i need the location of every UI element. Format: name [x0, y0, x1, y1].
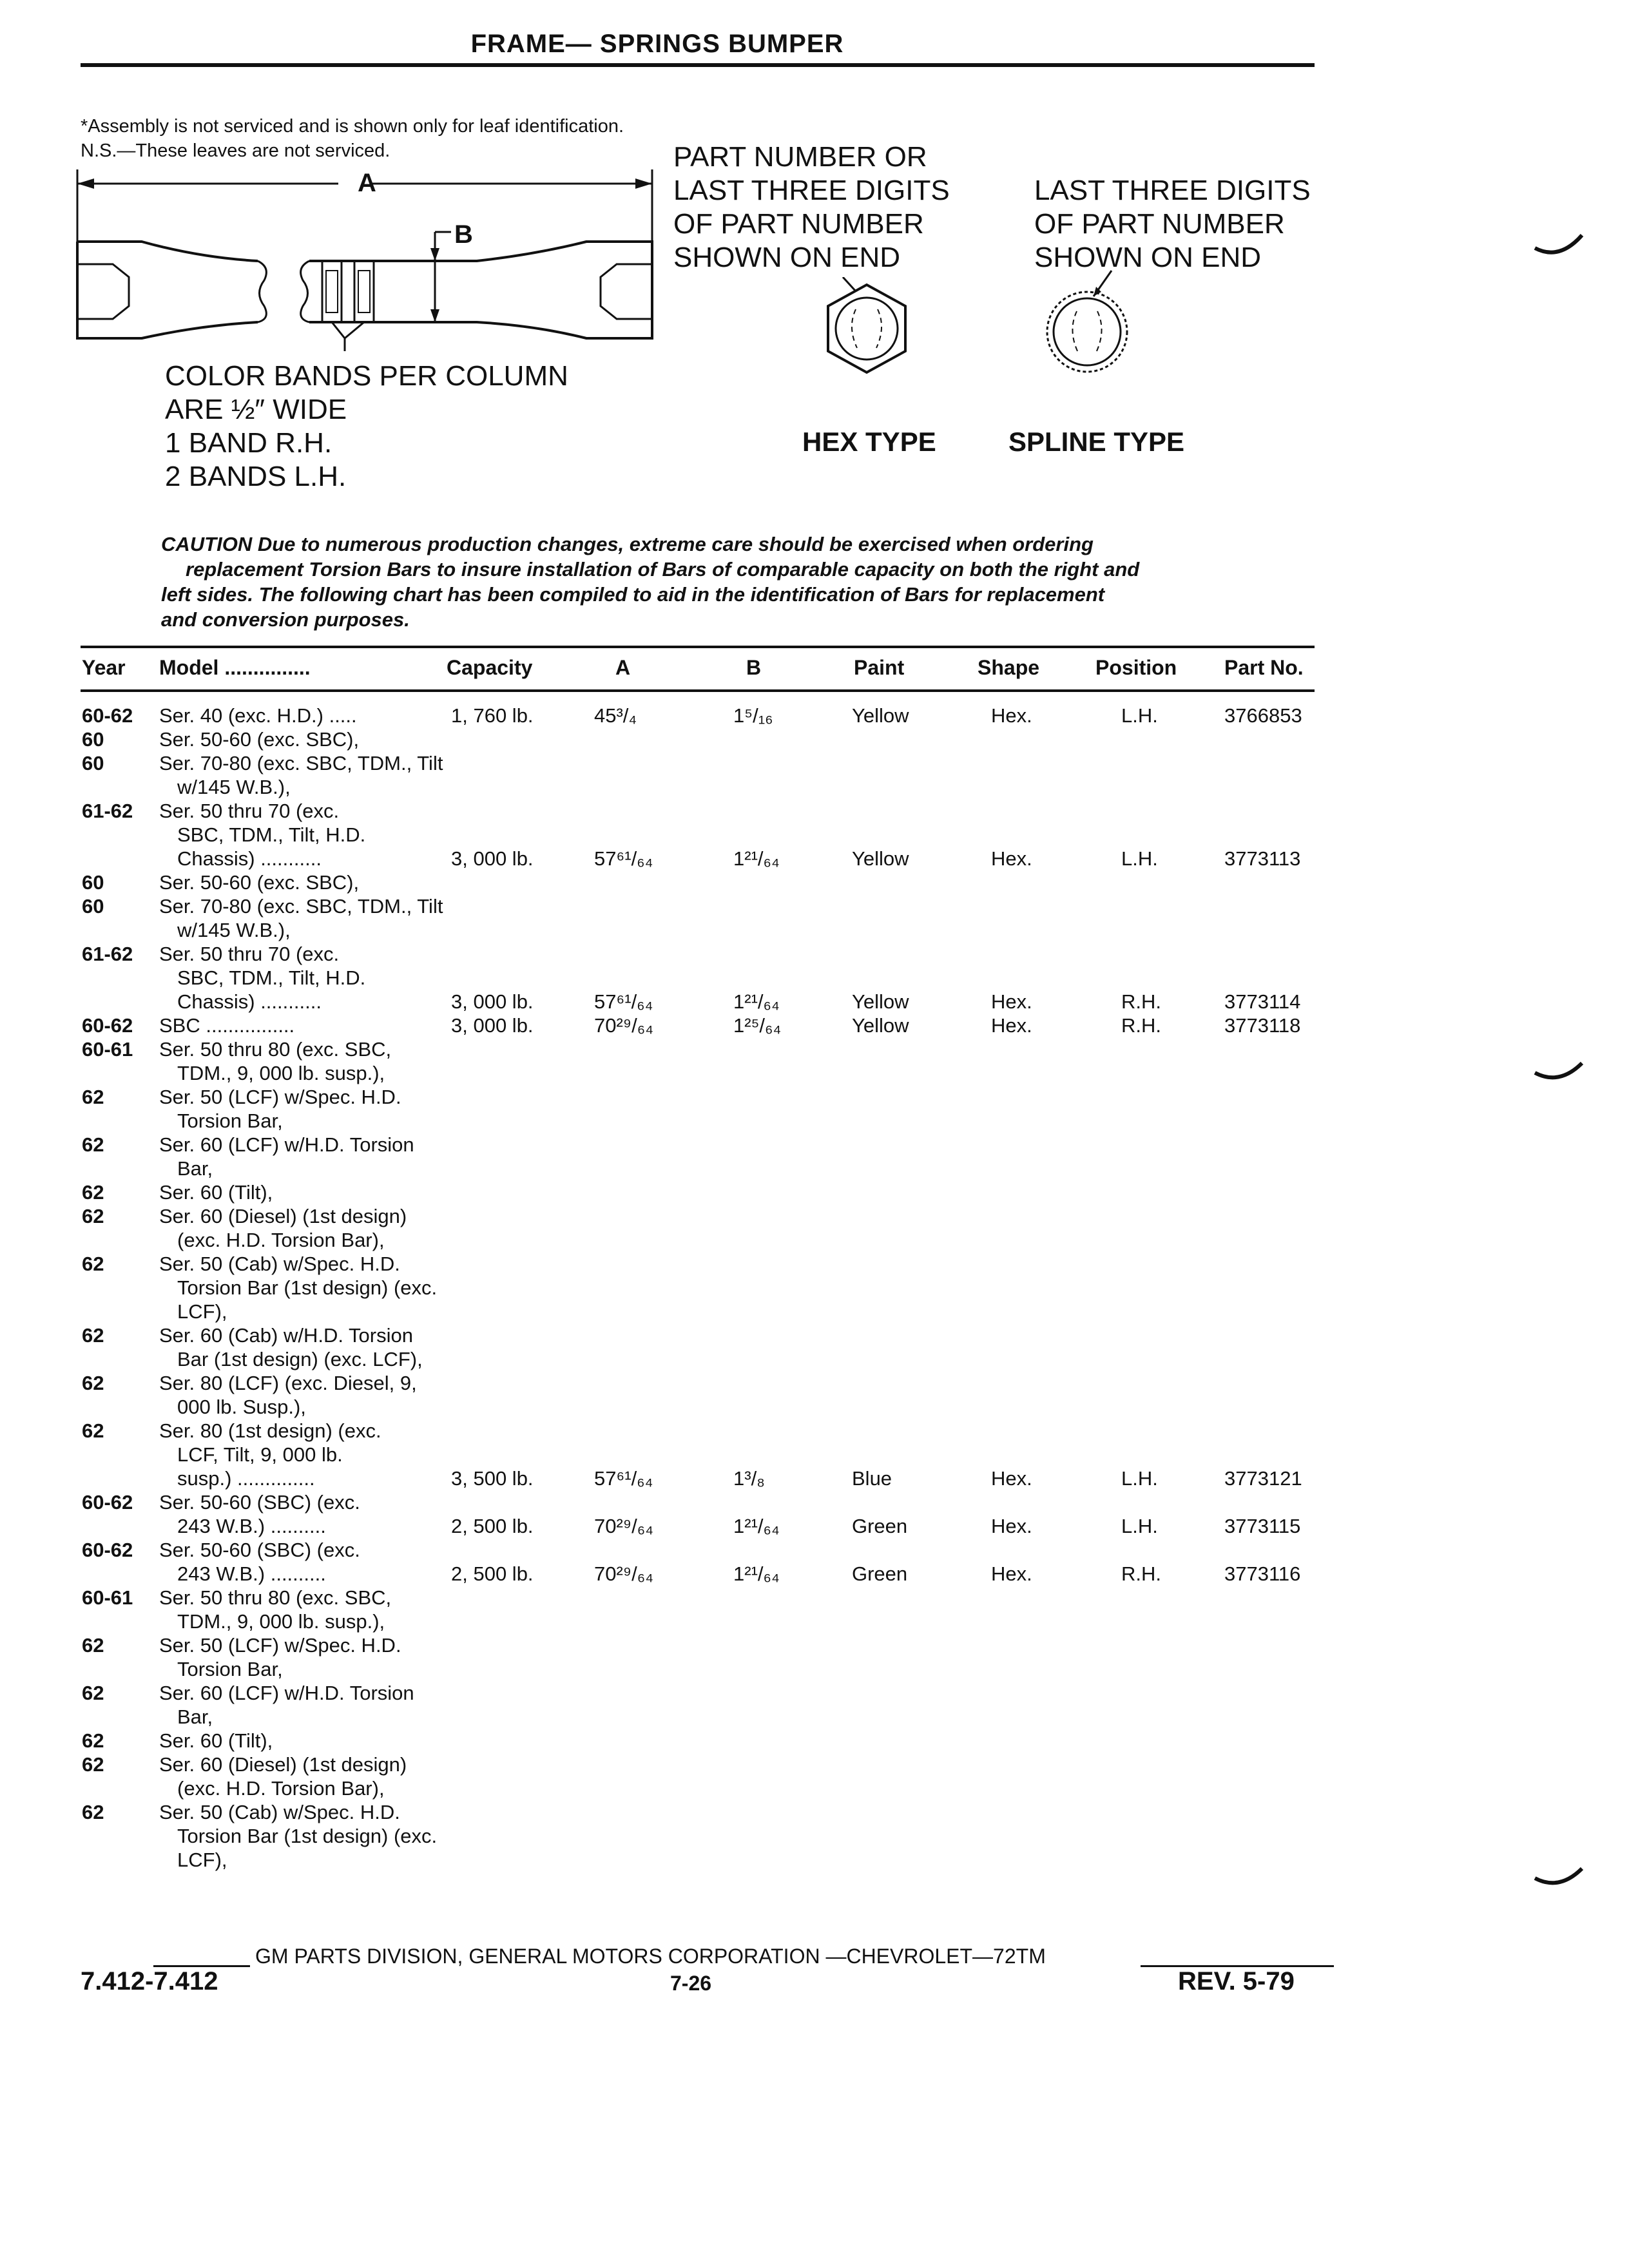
spline-type-label: SPLINE TYPE: [1008, 427, 1185, 457]
cell-shape: Hex.: [991, 1467, 1032, 1490]
cell-model: Ser. 50 (LCF) w/Spec. H.D.: [159, 1634, 401, 1657]
table-row: [0, 1514, 1629, 1538]
cell-part-no: 3773113: [1224, 847, 1301, 870]
col-header-position: Position: [1095, 656, 1177, 679]
cell-year: 62: [82, 1419, 104, 1442]
table-header-rule: [81, 689, 1315, 692]
table-row: [0, 1729, 1629, 1753]
cell-model: Ser. 60 (Cab) w/H.D. Torsion: [159, 1324, 413, 1347]
cell-position: R.H.: [1121, 1014, 1161, 1037]
table-row: [0, 1204, 1629, 1228]
col-header-b: B: [746, 656, 762, 679]
col-header-year: Year: [82, 656, 126, 679]
table-row: [0, 704, 1629, 727]
hex-caption-line: OF PART NUMBER: [673, 208, 924, 240]
cell-b: 1²¹/₆₄: [733, 990, 780, 1013]
cell-year: 62: [82, 1634, 104, 1657]
cell-model: Ser. 50-60 (exc. SBC),: [159, 728, 360, 751]
not-serviced-note: N.S.—These leaves are not serviced.: [81, 140, 390, 161]
footer-publisher-line: [153, 1945, 1313, 1970]
cell-paint: Yellow: [852, 704, 909, 727]
cell-model: Ser. 50 thru 70 (exc.: [159, 943, 340, 965]
cell-year: 60-62: [82, 1014, 133, 1037]
cell-model: Ser. 50 thru 70 (exc.: [159, 800, 340, 822]
col-header-a: A: [615, 656, 631, 679]
cell-b: 1²¹/₆₄: [733, 847, 780, 870]
cell-model: 243 W.B.) ..........: [177, 1562, 326, 1585]
table-row: [0, 1323, 1629, 1347]
cell-paint: Yellow: [852, 847, 909, 870]
cell-model: Chassis) ...........: [177, 847, 322, 870]
table-row: [0, 1133, 1629, 1157]
cell-part-no: 3773118: [1224, 1014, 1301, 1037]
cell-year: 60: [82, 752, 104, 774]
spline-caption: [1034, 174, 1311, 274]
footer-publisher: GM PARTS DIVISION, GENERAL MOTORS CORPORATION —CHEVROLET—72TM: [255, 1945, 1046, 1968]
table-row: [0, 1371, 1629, 1395]
table-row: [0, 1300, 1629, 1323]
table-row: [0, 1037, 1629, 1061]
cell-model: 000 lb. Susp.),: [177, 1396, 306, 1418]
color-bands-line: ARE ½″ WIDE: [165, 394, 347, 425]
cell-year: 62: [82, 1801, 104, 1823]
cell-capacity: 2, 500 lb.: [451, 1562, 534, 1585]
caution-line: replacement Torsion Bars to insure installation of Bars of comparable capacity on both the right and: [186, 558, 1140, 581]
cell-model: Ser. 80 (1st design) (exc.: [159, 1419, 381, 1442]
cell-model: Torsion Bar (1st design) (exc.: [177, 1825, 438, 1847]
cell-a: 70²⁹/₆₄: [594, 1014, 653, 1037]
cell-year: 60: [82, 728, 104, 751]
cell-year: 60-61: [82, 1038, 133, 1061]
table-row: [0, 799, 1629, 823]
table-row: [0, 870, 1629, 894]
cell-position: L.H.: [1121, 1515, 1158, 1537]
table-row: [0, 1490, 1629, 1514]
spline-caption-line: LAST THREE DIGITS: [1034, 175, 1311, 206]
table-row: [0, 1753, 1629, 1776]
table-row: [0, 1562, 1629, 1586]
hex-caption: [673, 140, 950, 274]
margin-mark: [1534, 1862, 1585, 1894]
caution-note: [161, 532, 1308, 632]
cell-model: Torsion Bar,: [177, 1658, 283, 1680]
cell-model: Ser. 60 (Tilt),: [159, 1181, 273, 1204]
cell-part-no: 3766853: [1224, 704, 1302, 727]
cell-year: 61-62: [82, 800, 133, 822]
cell-model: Ser. 60 (Diesel) (1st design): [159, 1753, 407, 1776]
cell-model: Ser. 70-80 (exc. SBC, TDM., Tilt: [159, 895, 443, 918]
cell-b: 1²⁵/₆₄: [733, 1014, 782, 1037]
cell-model: 243 W.B.) ..........: [177, 1515, 326, 1537]
assembly-note: *Assembly is not serviced and is shown only for leaf identification.: [81, 116, 624, 137]
caution-line: CAUTION Due to numerous production changes, extreme care should be exercised when ordering: [161, 533, 1094, 555]
table-row: [0, 1085, 1629, 1109]
cell-year: 60-62: [82, 1539, 133, 1561]
hex-caption-line: LAST THREE DIGITS: [673, 175, 950, 206]
cell-model: Bar,: [177, 1157, 213, 1180]
color-bands-note: [165, 360, 568, 494]
table-row: [0, 1061, 1629, 1085]
table-row: [0, 1443, 1629, 1466]
cell-year: 60: [82, 895, 104, 918]
cell-position: L.H.: [1121, 1467, 1158, 1490]
table-row: [0, 1180, 1629, 1204]
cell-model: Ser. 60 (LCF) w/H.D. Torsion: [159, 1682, 414, 1704]
cell-year: 62: [82, 1729, 104, 1752]
cell-b: 1²¹/₆₄: [733, 1562, 780, 1585]
cell-a: 70²⁹/₆₄: [594, 1515, 653, 1537]
cell-model: LCF, Tilt, 9, 000 lb.: [177, 1443, 343, 1466]
table-row: [0, 1252, 1629, 1276]
table-row: [0, 1014, 1629, 1037]
cell-model: Ser. 70-80 (exc. SBC, TDM., Tilt: [159, 752, 443, 774]
color-bands-line: COLOR BANDS PER COLUMN: [165, 360, 568, 392]
spline-caption-line: SHOWN ON END: [1034, 242, 1261, 273]
cell-a: 57⁶¹/₆₄: [594, 847, 653, 870]
cell-year: 62: [82, 1086, 104, 1108]
cell-b: 1²¹/₆₄: [733, 1515, 780, 1537]
table-row: [0, 1633, 1629, 1657]
cell-model: LCF),: [177, 1849, 227, 1871]
cell-year: 62: [82, 1133, 104, 1156]
cell-capacity: 3, 000 lb.: [451, 990, 534, 1013]
cell-year: 60-62: [82, 1491, 133, 1514]
cell-model: Torsion Bar (1st design) (exc.: [177, 1276, 438, 1299]
color-bands-line: 1 BAND R.H.: [165, 427, 333, 459]
cell-shape: Hex.: [991, 704, 1032, 727]
cell-shape: Hex.: [991, 1515, 1032, 1537]
col-header-model: Model ...............: [159, 656, 311, 679]
cell-capacity: 3, 000 lb.: [451, 1014, 534, 1037]
cell-model: TDM., 9, 000 lb. susp.),: [177, 1062, 385, 1084]
cell-capacity: 1, 760 lb.: [451, 704, 534, 727]
table-row: [0, 751, 1629, 775]
table-row: [0, 1157, 1629, 1180]
cell-model: Bar,: [177, 1706, 213, 1728]
cell-b: 1⁵/₁₆: [733, 704, 773, 727]
color-bands-line: 2 BANDS L.H.: [165, 461, 347, 492]
table-row: [0, 1800, 1629, 1824]
cell-paint: Green: [852, 1515, 908, 1537]
cell-a: 57⁶¹/₆₄: [594, 1467, 653, 1490]
cell-model: Ser. 80 (LCF) (exc. Diesel, 9,: [159, 1372, 417, 1394]
cell-model: SBC, TDM., Tilt, H.D.: [177, 823, 366, 846]
table-row: [0, 966, 1629, 990]
cell-position: L.H.: [1121, 847, 1158, 870]
cell-capacity: 2, 500 lb.: [451, 1515, 534, 1537]
cell-position: R.H.: [1121, 990, 1161, 1013]
spline-end-icon: [1034, 267, 1144, 383]
cell-model: Ser. 60 (Tilt),: [159, 1729, 273, 1752]
cell-model: Ser. 50-60 (exc. SBC),: [159, 871, 360, 894]
cell-year: 62: [82, 1682, 104, 1704]
cell-year: 60-61: [82, 1586, 133, 1609]
table-row: [0, 1848, 1629, 1872]
cell-shape: Hex.: [991, 990, 1032, 1013]
footer-revision: REV. 5-79: [1178, 1967, 1295, 1995]
cell-year: 61-62: [82, 943, 133, 965]
table-row: [0, 1347, 1629, 1371]
table-row: [0, 1824, 1629, 1848]
cell-model: susp.) ..............: [177, 1467, 315, 1490]
table-row: [0, 775, 1629, 799]
cell-model: (exc. H.D. Torsion Bar),: [177, 1229, 385, 1251]
caution-line: and conversion purposes.: [161, 608, 410, 631]
margin-mark: [1534, 229, 1585, 261]
hex-end-icon: [818, 277, 915, 380]
cell-paint: Blue: [852, 1467, 892, 1490]
table-row: [0, 942, 1629, 966]
cell-position: L.H.: [1121, 704, 1158, 727]
table-row: [0, 990, 1629, 1014]
cell-model: (exc. H.D. Torsion Bar),: [177, 1777, 385, 1800]
cell-model: LCF),: [177, 1300, 227, 1323]
cell-model: Ser. 40 (exc. H.D.) .....: [159, 704, 357, 727]
cell-a: 57⁶¹/₆₄: [594, 990, 653, 1013]
col-header-part-no: Part No.: [1224, 656, 1304, 679]
table-row: [0, 1395, 1629, 1419]
cell-shape: Hex.: [991, 1014, 1032, 1037]
dimension-b-label: B: [454, 220, 473, 249]
caution-line: left sides. The following chart has been compiled to aid in the identification of Bars for replacement: [161, 583, 1105, 606]
cell-model: SBC, TDM., Tilt, H.D.: [177, 966, 366, 989]
cell-position: R.H.: [1121, 1562, 1161, 1585]
table-row: [0, 1586, 1629, 1610]
cell-paint: Green: [852, 1562, 908, 1585]
cell-year: 62: [82, 1372, 104, 1394]
cell-year: 62: [82, 1205, 104, 1227]
hex-caption-line: SHOWN ON END: [673, 242, 900, 273]
col-header-capacity: Capacity: [447, 656, 533, 679]
cell-model: w/145 W.B.),: [177, 776, 291, 798]
cell-part-no: 3773116: [1224, 1562, 1301, 1585]
dimension-a-label: A: [358, 169, 376, 197]
cell-model: Ser. 50 (Cab) w/Spec. H.D.: [159, 1253, 400, 1275]
table-row: [0, 918, 1629, 942]
footer-page-number: 7-26: [670, 1972, 712, 1995]
cell-model: Ser. 50-60 (SBC) (exc.: [159, 1539, 360, 1561]
cell-a: 70²⁹/₆₄: [594, 1562, 653, 1585]
table-row: [0, 1538, 1629, 1562]
cell-part-no: 3773121: [1224, 1467, 1302, 1490]
cell-part-no: 3773114: [1224, 990, 1301, 1013]
cell-shape: Hex.: [991, 847, 1032, 870]
table-row: [0, 894, 1629, 918]
cell-model: Torsion Bar,: [177, 1110, 283, 1132]
cell-model: Ser. 50 (Cab) w/Spec. H.D.: [159, 1801, 400, 1823]
table-row: [0, 727, 1629, 751]
cell-model: Ser. 50-60 (SBC) (exc.: [159, 1491, 360, 1514]
col-header-shape: Shape: [978, 656, 1040, 679]
cell-model: Ser. 50 (LCF) w/Spec. H.D.: [159, 1086, 401, 1108]
cell-model: Ser. 50 thru 80 (exc. SBC,: [159, 1038, 392, 1061]
cell-paint: Yellow: [852, 1014, 909, 1037]
table-row: [0, 847, 1629, 870]
table-row: [0, 1776, 1629, 1800]
cell-year: 62: [82, 1753, 104, 1776]
cell-year: 60: [82, 871, 104, 894]
cell-model: Ser. 50 thru 80 (exc. SBC,: [159, 1586, 392, 1609]
table-row: [0, 1276, 1629, 1300]
col-header-paint: Paint: [854, 656, 905, 679]
cell-paint: Yellow: [852, 990, 909, 1013]
cell-a: 45³/₄: [594, 704, 637, 727]
cell-part-no: 3773115: [1224, 1515, 1301, 1537]
table-row: [0, 1466, 1629, 1490]
cell-model: Ser. 60 (LCF) w/H.D. Torsion: [159, 1133, 414, 1156]
cell-capacity: 3, 000 lb.: [451, 847, 534, 870]
page-title: FRAME— SPRINGS BUMPER: [470, 30, 844, 58]
table-row: [0, 1705, 1629, 1729]
cell-model: w/145 W.B.),: [177, 919, 291, 941]
title-rule: [81, 63, 1315, 67]
table-row: [0, 823, 1629, 847]
cell-year: 60-62: [82, 704, 133, 727]
cell-b: 1³/₈: [733, 1467, 766, 1490]
cell-year: 62: [82, 1253, 104, 1275]
cell-shape: Hex.: [991, 1562, 1032, 1585]
table-row: [0, 1610, 1629, 1633]
table-row: [0, 1228, 1629, 1252]
cell-model: Bar (1st design) (exc. LCF),: [177, 1348, 423, 1370]
cell-capacity: 3, 500 lb.: [451, 1467, 534, 1490]
table-row: [0, 1109, 1629, 1133]
table-row: [0, 1681, 1629, 1705]
cell-model: Ser. 60 (Diesel) (1st design): [159, 1205, 407, 1227]
spline-caption-line: OF PART NUMBER: [1034, 208, 1285, 240]
margin-mark: [1534, 1057, 1585, 1089]
cell-model: Chassis) ...........: [177, 990, 322, 1013]
cell-year: 62: [82, 1181, 104, 1204]
hex-caption-line: PART NUMBER OR: [673, 141, 927, 173]
cell-model: SBC ................: [159, 1014, 295, 1037]
cell-year: 62: [82, 1324, 104, 1347]
table-row: [0, 1657, 1629, 1681]
table-row: [0, 1419, 1629, 1443]
cell-model: TDM., 9, 000 lb. susp.),: [177, 1610, 385, 1633]
hex-type-label: HEX TYPE: [802, 427, 936, 457]
footer-page-range: 7.412-7.412: [81, 1967, 218, 1995]
table-top-rule: [81, 646, 1315, 648]
